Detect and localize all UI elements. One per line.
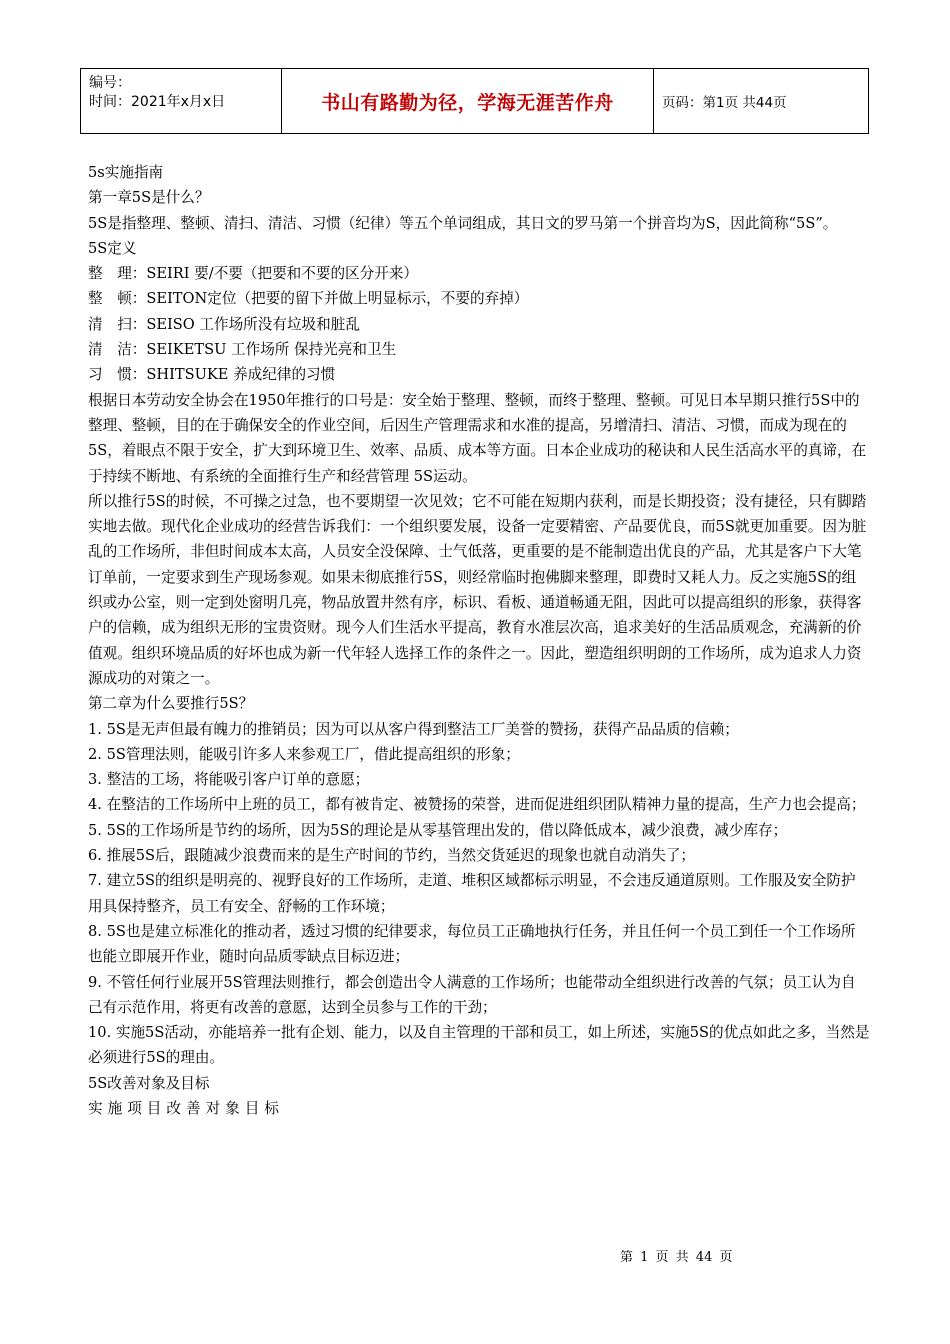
header-page-info: 页码：第1页 共44页 (662, 95, 787, 111)
section-heading-targets: 5S改善对象及目标 (88, 1074, 210, 1092)
definition-seiso: 清 扫：SEISO 工作场所没有垃圾和脏乱 (88, 315, 360, 333)
paragraph: 根据日本劳动安全协会在1950年推行的口号是：安全始于整理、整顿，而终于整理、整顿。可见日本早期只推行5S中的整理、整顿，目的在于确保安全的作业空间，后因生产管理需求和水准的提高，另增清扫、清洁、习惯，而成为现在的5S，着眼点不限于安全，扩大到环境卫生、效率、品质、成本等方面。日本企业成功的秘诀和人民生活高水平的真谛，在于持续不断地、有系统的全面推行生产和经营管理 5S运动。 (88, 391, 867, 485)
section-heading-definition: 5S定义 (88, 239, 137, 257)
list-item: 1. 5S是无声但最有魄力的推销员；因为可以从客户得到整洁工厂美誉的赞扬，获得产品品质的信赖； (88, 720, 739, 738)
list-item: 6. 推展5S后，跟随减少浪费而来的是生产时间的节约，当然交货延迟的现象也就自动消失了； (88, 847, 696, 865)
list-item: 9. 不管任何行业展开5S管理法则推行，都会创造出令人满意的工作场所；也能带动全组织进行改善的气氛；员工认为自己有示范作用，将更有改善的意愿，达到全员参与工作的干劲； (88, 973, 856, 1016)
document-body (88, 160, 870, 1121)
list-item: 2. 5S管理法则，能吸引许多人来参观工厂，借此提高组织的形象； (88, 745, 520, 763)
table-caption: 实施项目改善对象目标 (88, 1099, 284, 1117)
header-motto: 书山有路勤为径，学海无涯苦作舟 (321, 91, 614, 114)
header-motto-cell (282, 69, 654, 133)
header-meta (81, 69, 282, 133)
list-item: 10. 实施5S活动，亦能培养一批有企划、能力，以及自主管理的干部和员工，如上所述，实施5S的优点如此之多，当然是必须进行5S的理由。 (88, 1024, 870, 1067)
chapter-1-heading: 第一章5S是什么？ (88, 189, 210, 207)
page-header (80, 68, 869, 134)
list-item: 3. 整洁的工场，将能吸引客户订单的意愿； (88, 771, 370, 789)
list-item: 8. 5S也是建立标准化的推动者，透过习惯的纪律要求，每位员工正确地执行任务，并且任何一个员工到任一个工作场所也能立即展开作业，随时向品质零缺点目标迈进； (88, 922, 856, 966)
document-date: 时间：2021年x月x日 (89, 94, 226, 110)
definition-shitsuke: 习 惯：SHITSUKE 养成纪律的习惯 (88, 366, 336, 384)
definition-seiri: 整 理：SEIRI 要/不要（把要和不要的区分开来） (88, 265, 419, 283)
definition-seiketsu: 清 洁：SEIKETSU 工作场所 保持光亮和卫生 (88, 341, 397, 359)
doc-title: 5s实施指南 (88, 164, 164, 181)
page-footer: 第 1 页 共 44 页 (620, 1250, 733, 1265)
paragraph: 所以推行5S的时候，不可操之过急，也不要期望一次见效；它不可能在短期内获利，而是长期投资；没有捷径，只有脚踏实地去做。现代化企业成功的经营告诉我们：一个组织要发展，设备一定要精密、产品要优良，而5S就更加重要。因为脏乱的工作场所，非但时间成本太高，人员安全没保障、士气低落，更重要的是不能制造出优良的产品，尤其是客户下大笔订单前，一定要求到生产现场参观。如果未彻底推行5S，则经常临时抱佛脚来整理，即费时又耗人力。反之实施5S的组织或办公室，则一定到处窗明几亮，物品放置井然有序，标识、看板、通道畅通无阻，因此可以提高组织的形象，获得客户的信赖，成为组织无形的宝贵资财。现今人们生活水平提高，教育水准层次高，追求美好的生活品质观念，充满新的价值观。组织环境品质的好坏也成为新一代年轻人选择工作的条件之一。因此，塑造组织明朗的工作场所，成为追求人力资源成功的对策之一。 (88, 492, 867, 687)
list-item: 7. 建立5S的组织是明亮的、视野良好的工作场所，走道、堆积区域都标示明显，不会违反通道原则。工作服及安全防护用具保持整齐，员工有安全、舒畅的工作环境； (88, 872, 856, 915)
chapter-2-heading: 第二章为什么要推行5S？ (88, 695, 254, 713)
document-number-label: 编号： (89, 75, 131, 91)
list-item: 5. 5S的工作场所是节约的场所，因为5S的理论是从零基管理出发的，借以降低成本，减少浪费，减少库存； (88, 821, 788, 839)
list-item: 4. 在整洁的工作场所中上班的员工，都有被肯定、被赞扬的荣誉，进而促进组织团队精神力量的提高，生产力也会提高； (88, 796, 866, 814)
definition-seiton: 整 顿：SEITON定位（把要的留下并做上明显标示，不要的弃掉） (88, 290, 529, 308)
paragraph: 5S是指整理、整顿、清扫、清洁、习惯（纪律）等五个单词组成，其日文的罗马第一个拼音均为S，因此简称“5S”。 (88, 214, 838, 232)
